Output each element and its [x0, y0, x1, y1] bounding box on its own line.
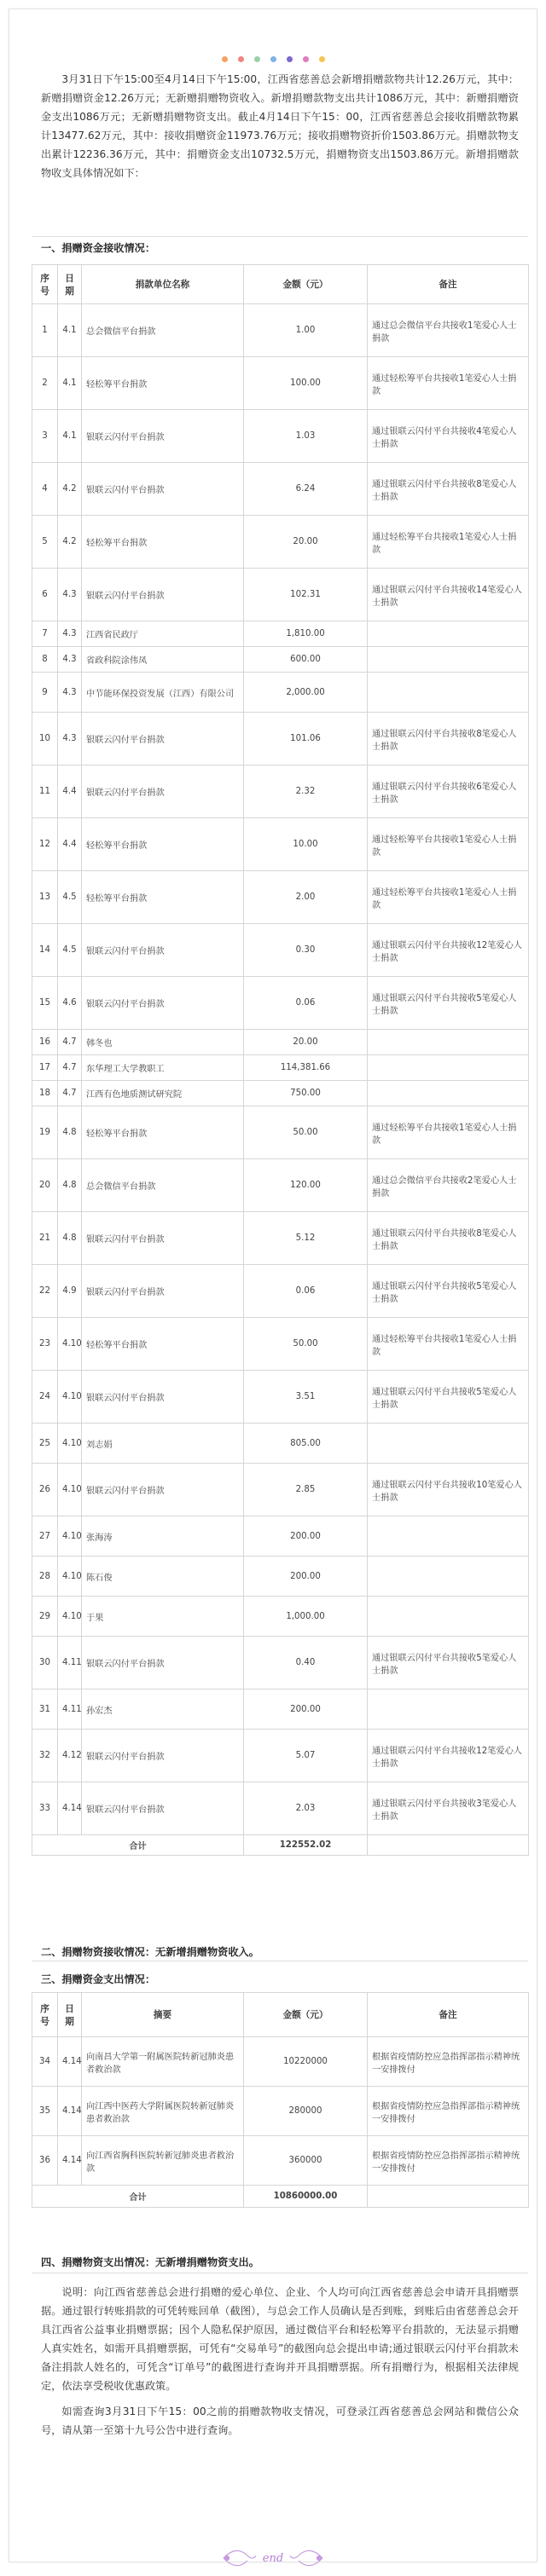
row-amount: 3.51	[244, 1371, 368, 1424]
row-amount: 805.00	[244, 1424, 368, 1464]
table-row	[32, 2087, 529, 2136]
row-amount: 360000	[244, 2136, 368, 2186]
row-amount: 1.03	[244, 410, 368, 463]
row-remark	[368, 673, 529, 713]
row-index: 26	[32, 1464, 58, 1516]
header-amount: 金额（元）	[244, 1993, 368, 2037]
header-date: 日期	[58, 265, 82, 304]
row-amount: 2.03	[244, 1782, 368, 1835]
row-date: 4.8	[58, 1159, 82, 1212]
row-index: 3	[32, 410, 58, 463]
row-index: 14	[32, 924, 58, 977]
dot-icon	[303, 56, 309, 62]
row-remark: 通过银联云闪付平台共接收8笔爱心人士捐款	[368, 463, 529, 516]
row-remark	[368, 1689, 529, 1730]
total-amount: 122552.02	[244, 1835, 368, 1856]
table-row	[32, 1637, 529, 1689]
row-remark: 通过银联云闪付平台共接收14笔爱心人士捐款	[368, 569, 529, 621]
table-row	[32, 924, 529, 977]
dot-icon	[270, 56, 276, 62]
total-label: 合计	[32, 1835, 244, 1856]
row-index: 31	[32, 1689, 58, 1730]
row-amount: 10220000	[244, 2037, 368, 2087]
table-row	[32, 765, 529, 818]
row-name: 总会微信平台捐款	[82, 1159, 244, 1212]
table-header-row	[32, 1993, 529, 2037]
row-name: 银联云闪付平台捐款	[82, 924, 244, 977]
row-amount: 114,381.66	[244, 1055, 368, 1081]
row-date: 4.4	[58, 765, 82, 818]
table-row	[32, 673, 529, 713]
row-date: 4.7	[58, 1081, 82, 1106]
row-name: 银联云闪付平台捐款	[82, 1782, 244, 1835]
row-name: 韩冬也	[82, 1030, 244, 1055]
row-remark	[368, 1516, 529, 1557]
row-amount: 750.00	[244, 1081, 368, 1106]
row-date: 4.14	[58, 2037, 82, 2087]
row-name: 于果	[82, 1597, 244, 1637]
row-remark: 通过银联云闪付平台共接收12笔爱心人士捐款	[368, 924, 529, 977]
row-remark: 通过轻松筹平台共接收1笔爱心人士捐款	[368, 1106, 529, 1159]
row-name: 向江西中医药大学附属医院转新冠肺炎患者救治款	[82, 2087, 244, 2136]
row-index: 13	[32, 871, 58, 924]
table-row	[32, 1265, 529, 1318]
row-date: 4.1	[58, 357, 82, 410]
table-row	[32, 2136, 529, 2186]
row-date: 4.3	[58, 673, 82, 713]
table-row	[32, 647, 529, 673]
row-amount: 20.00	[244, 516, 368, 569]
row-name: 银联云闪付平台捐款	[82, 977, 244, 1030]
intro-text: 3月31日下午15:00至4月14日下午15:00，江西省慈善总会新增捐赠款物共计12.26万元，其中：新赠捐赠资金12.26万元；无新赠捐赠物资收入。新增捐赠款物支出共计1086万元，其中：新赠捐赠资金支出1086万元；无新赠捐赠物资支出。截止4月14日下午15：00，江西省慈善总会接收捐赠款物累计13477.62万元，其中：接收捐赠资金11973.76万元；接收捐赠物资折价1503.86万元。捐赠款物支出累计12236.36万元，其中：捐赠资金支出10732.5万元，捐赠物资支出1503.86万元。新增捐赠款物收支具体情况如下：	[41, 73, 519, 179]
header-remark: 备注	[368, 265, 529, 304]
donation-income-table	[32, 264, 529, 1856]
row-date: 4.1	[58, 410, 82, 463]
note-query: 如需查询3月31日下午15：00之前的捐赠款物收支情况，可登录江西省慈善总会网站和微信公众号，请从第一至第十九号公告中进行查询。	[41, 2406, 519, 2436]
section-heading-goods-expenditure: 四、捐赠物资支出情况：无新增捐赠物资支出。	[41, 2256, 259, 2268]
row-remark: 根据省疫情防控应急指挥部指示精神统一安排拨付	[368, 2136, 529, 2186]
row-date: 4.7	[58, 1030, 82, 1055]
row-amount: 5.12	[244, 1212, 368, 1265]
row-date: 4.2	[58, 516, 82, 569]
end-label: end	[262, 2552, 284, 2565]
row-amount: 50.00	[244, 1318, 368, 1371]
row-date: 4.10	[58, 1424, 82, 1464]
header-index: 序号	[32, 265, 58, 304]
row-amount: 200.00	[244, 1689, 368, 1730]
row-name: 刘志娟	[82, 1424, 244, 1464]
row-remark	[368, 647, 529, 673]
row-remark	[368, 1081, 529, 1106]
table-row	[32, 1424, 529, 1464]
row-name: 向南昌大学第一附属医院转新冠肺炎患者救治款	[82, 2037, 244, 2087]
table-row	[32, 1212, 529, 1265]
row-amount: 2,000.00	[244, 673, 368, 713]
dot-icon	[222, 56, 228, 62]
row-amount: 600.00	[244, 647, 368, 673]
table-row	[32, 1055, 529, 1081]
table-row	[32, 871, 529, 924]
note-explanation: 说明：向江西省慈善总会进行捐赠的爱心单位、企业、个人均可向江西省慈善总会申请开具捐赠票据。通过银行转账捐款的可凭转账回单（截图），与总会工作人员确认是否到账，到账后由省慈善总会开具江西省公益事业捐赠票据；因个人隐私保护原因，通过微信平台和轻松筹平台捐款的，无法显示捐赠人真实姓名，如需开具捐赠票据，可凭有“交易单号”的截图向总会提出申请;通过银联云闪付平台捐款未备注捐款人姓名的，可凭含“订单号”的截图进行查询并开具捐赠票据。所有捐赠行为，根据相关法律规定，依法享受税收优惠政策。	[41, 2286, 519, 2392]
row-name: 银联云闪付平台捐款	[82, 569, 244, 621]
total-label: 合计	[32, 2186, 244, 2208]
row-index: 19	[32, 1106, 58, 1159]
table-row	[32, 1464, 529, 1516]
row-date: 4.8	[58, 1212, 82, 1265]
row-amount: 200.00	[244, 1557, 368, 1597]
row-amount: 50.00	[244, 1106, 368, 1159]
table-row	[32, 357, 529, 410]
note-block	[41, 2283, 519, 2440]
row-index: 8	[32, 647, 58, 673]
row-amount: 0.40	[244, 1637, 368, 1689]
table-row	[32, 977, 529, 1030]
row-amount: 1,000.00	[244, 1597, 368, 1637]
donation-expenditure-table	[32, 1992, 529, 2208]
row-remark: 通过银联云闪付平台共接收12笔爱心人士捐款	[368, 1730, 529, 1782]
row-name: 银联云闪付平台捐款	[82, 1265, 244, 1318]
row-name: 银联云闪付平台捐款	[82, 765, 244, 818]
table-row	[32, 1689, 529, 1730]
row-index: 21	[32, 1212, 58, 1265]
table-row	[32, 713, 529, 765]
row-index: 20	[32, 1159, 58, 1212]
row-name: 银联云闪付平台捐款	[82, 1464, 244, 1516]
row-name: 银联云闪付平台捐款	[82, 410, 244, 463]
total-row	[32, 1835, 529, 1856]
row-amount: 280000	[244, 2087, 368, 2136]
row-remark: 通过银联云闪付平台共接收5笔爱心人士捐款	[368, 1371, 529, 1424]
row-amount: 0.06	[244, 1265, 368, 1318]
row-date: 4.11	[58, 1689, 82, 1730]
row-index: 36	[32, 2136, 58, 2186]
row-name: 轻松筹平台捐款	[82, 357, 244, 410]
row-remark: 通过银联云闪付平台共接收5笔爱心人士捐款	[368, 1265, 529, 1318]
row-amount: 102.31	[244, 569, 368, 621]
row-date: 4.10	[58, 1597, 82, 1637]
row-date: 4.7	[58, 1055, 82, 1081]
row-amount: 1.00	[244, 304, 368, 357]
row-name: 省政科院涂伟凤	[82, 647, 244, 673]
table-row	[32, 463, 529, 516]
row-index: 15	[32, 977, 58, 1030]
row-name: 向江西省胸科医院转新冠肺炎患者救治款	[82, 2136, 244, 2186]
header-donor: 捐款单位名称	[82, 265, 244, 304]
table-row	[32, 621, 529, 647]
row-remark	[368, 1557, 529, 1597]
row-remark: 通过银联云闪付平台共接收3笔爱心人士捐款	[368, 1782, 529, 1835]
row-date: 4.5	[58, 871, 82, 924]
row-date: 4.10	[58, 1516, 82, 1557]
row-index: 12	[32, 818, 58, 871]
row-name: 轻松筹平台捐款	[82, 1318, 244, 1371]
row-remark: 根据省疫情防控应急指挥部指示精神统一安排拨付	[368, 2087, 529, 2136]
row-name: 孙宏杰	[82, 1689, 244, 1730]
dot-icon	[287, 56, 293, 62]
row-remark: 通过银联云闪付平台共接收5笔爱心人士捐款	[368, 1637, 529, 1689]
row-name: 轻松筹平台捐款	[82, 871, 244, 924]
row-date: 4.3	[58, 647, 82, 673]
row-amount: 0.30	[244, 924, 368, 977]
row-amount: 100.00	[244, 357, 368, 410]
table-row	[32, 1516, 529, 1557]
row-date: 4.3	[58, 569, 82, 621]
row-name: 银联云闪付平台捐款	[82, 1730, 244, 1782]
dot-icon	[319, 56, 325, 62]
total-row	[32, 2186, 529, 2208]
row-remark: 通过银联云闪付平台共接收10笔爱心人士捐款	[368, 1464, 529, 1516]
row-date: 4.1	[58, 304, 82, 357]
header-date: 日期	[58, 1993, 82, 2037]
section-heading-goods-income: 二、捐赠物资接收情况：无新增捐赠物资收入。	[41, 1946, 259, 1958]
table-row	[32, 1557, 529, 1597]
row-amount: 2.85	[244, 1464, 368, 1516]
end-ornament	[0, 2544, 546, 2573]
table-row	[32, 1106, 529, 1159]
row-date: 4.14	[58, 1782, 82, 1835]
row-remark	[368, 1055, 529, 1081]
total-remark	[368, 2186, 529, 2208]
row-index: 25	[32, 1424, 58, 1464]
row-index: 4	[32, 463, 58, 516]
row-date: 4.14	[58, 2087, 82, 2136]
row-index: 1	[32, 304, 58, 357]
table-header-row	[32, 265, 529, 304]
row-name: 银联云闪付平台捐款	[82, 1371, 244, 1424]
row-date: 4.4	[58, 818, 82, 871]
row-amount: 20.00	[244, 1030, 368, 1055]
row-index: 24	[32, 1371, 58, 1424]
row-index: 2	[32, 357, 58, 410]
row-name: 中节能环保投资发展（江西）有限公司	[82, 673, 244, 713]
row-remark: 通过轻松筹平台共接收1笔爱心人士捐款	[368, 1318, 529, 1371]
row-index: 29	[32, 1597, 58, 1637]
table-row	[32, 569, 529, 621]
table-row	[32, 1081, 529, 1106]
table-row	[32, 1371, 529, 1424]
table-row	[32, 1730, 529, 1782]
table-row	[32, 1159, 529, 1212]
row-amount: 120.00	[244, 1159, 368, 1212]
row-remark: 通过轻松筹平台共接收1笔爱心人士捐款	[368, 357, 529, 410]
row-index: 18	[32, 1081, 58, 1106]
row-date: 4.9	[58, 1265, 82, 1318]
row-date: 4.10	[58, 1318, 82, 1371]
row-name: 银联云闪付平台捐款	[82, 1212, 244, 1265]
row-name: 轻松筹平台捐款	[82, 1106, 244, 1159]
header-remark: 备注	[368, 1993, 529, 2037]
row-amount: 200.00	[244, 1516, 368, 1557]
row-remark: 通过银联云闪付平台共接收6笔爱心人士捐款	[368, 765, 529, 818]
row-index: 5	[32, 516, 58, 569]
row-remark	[368, 1597, 529, 1637]
table-row	[32, 1318, 529, 1371]
row-remark: 通过总会微信平台共接收2笔爱心人士捐款	[368, 1159, 529, 1212]
row-index: 11	[32, 765, 58, 818]
row-date: 4.10	[58, 1371, 82, 1424]
row-amount: 10.00	[244, 818, 368, 871]
table-row	[32, 1597, 529, 1637]
row-amount: 101.06	[244, 713, 368, 765]
row-date: 4.3	[58, 621, 82, 647]
table-row	[32, 304, 529, 357]
row-name: 总会微信平台捐款	[82, 304, 244, 357]
row-index: 6	[32, 569, 58, 621]
table-row	[32, 516, 529, 569]
header-amount: 金额（元）	[244, 265, 368, 304]
divider	[32, 236, 528, 237]
row-remark	[368, 621, 529, 647]
row-index: 7	[32, 621, 58, 647]
dot-icon	[238, 56, 244, 62]
row-index: 32	[32, 1730, 58, 1782]
row-amount: 1,810.00	[244, 621, 368, 647]
row-amount: 2.32	[244, 765, 368, 818]
row-date: 4.2	[58, 463, 82, 516]
row-date: 4.12	[58, 1730, 82, 1782]
row-index: 22	[32, 1265, 58, 1318]
row-index: 10	[32, 713, 58, 765]
row-name: 江西省民政厅	[82, 621, 244, 647]
row-name: 江西有色地质测试研究院	[82, 1081, 244, 1106]
row-index: 33	[32, 1782, 58, 1835]
row-amount: 0.06	[244, 977, 368, 1030]
row-remark: 根据省疫情防控应急指挥部指示精神统一安排拨付	[368, 2037, 529, 2087]
intro-paragraph	[41, 70, 519, 182]
table-row	[32, 410, 529, 463]
row-remark: 通过银联云闪付平台共接收8笔爱心人士捐款	[368, 1212, 529, 1265]
row-name: 轻松筹平台捐款	[82, 516, 244, 569]
row-name: 东华理工大学教职工	[82, 1055, 244, 1081]
row-index: 27	[32, 1516, 58, 1557]
row-amount: 6.24	[244, 463, 368, 516]
row-remark: 通过轻松筹平台共接收1笔爱心人士捐款	[368, 818, 529, 871]
row-remark: 通过总会微信平台共接收1笔爱心人士捐款	[368, 304, 529, 357]
row-date: 4.11	[58, 1637, 82, 1689]
table-row	[32, 1030, 529, 1055]
section-heading-expenditure: 三、捐赠资金支出情况：	[41, 1973, 156, 1985]
row-date: 4.5	[58, 924, 82, 977]
row-index: 35	[32, 2087, 58, 2136]
row-amount: 2.00	[244, 871, 368, 924]
row-date: 4.3	[58, 713, 82, 765]
row-date: 4.8	[58, 1106, 82, 1159]
row-amount: 5.07	[244, 1730, 368, 1782]
row-name: 陈石俊	[82, 1557, 244, 1597]
header-index: 序号	[32, 1993, 58, 2037]
table-row	[32, 1782, 529, 1835]
row-index: 34	[32, 2037, 58, 2087]
row-index: 23	[32, 1318, 58, 1371]
row-remark: 通过银联云闪付平台共接收8笔爱心人士捐款	[368, 713, 529, 765]
row-index: 16	[32, 1030, 58, 1055]
total-remark	[368, 1835, 529, 1856]
row-index: 30	[32, 1637, 58, 1689]
row-name: 张海涛	[82, 1516, 244, 1557]
dot-icon	[254, 56, 260, 62]
row-name: 银联云闪付平台捐款	[82, 713, 244, 765]
row-remark: 通过轻松筹平台共接收1笔爱心人士捐款	[368, 871, 529, 924]
row-date: 4.6	[58, 977, 82, 1030]
row-index: 28	[32, 1557, 58, 1597]
row-name: 银联云闪付平台捐款	[82, 463, 244, 516]
row-date: 4.10	[58, 1464, 82, 1516]
row-name: 银联云闪付平台捐款	[82, 1637, 244, 1689]
table-row	[32, 818, 529, 871]
row-index: 17	[32, 1055, 58, 1081]
total-amount: 10860000.00	[244, 2186, 368, 2208]
header-summary: 摘要	[82, 1993, 244, 2037]
table-row	[32, 2037, 529, 2087]
row-date: 4.14	[58, 2136, 82, 2186]
row-date: 4.10	[58, 1557, 82, 1597]
row-remark: 通过银联云闪付平台共接收4笔爱心人士捐款	[368, 410, 529, 463]
row-remark: 通过轻松筹平台共接收1笔爱心人士捐款	[368, 516, 529, 569]
row-remark	[368, 1424, 529, 1464]
row-remark	[368, 1030, 529, 1055]
decorative-dots	[0, 49, 546, 58]
row-remark: 通过银联云闪付平台共接收5笔爱心人士捐款	[368, 977, 529, 1030]
section-heading-income: 一、捐赠资金接收情况：	[41, 242, 156, 254]
row-name: 轻松筹平台捐款	[82, 818, 244, 871]
row-index: 9	[32, 673, 58, 713]
